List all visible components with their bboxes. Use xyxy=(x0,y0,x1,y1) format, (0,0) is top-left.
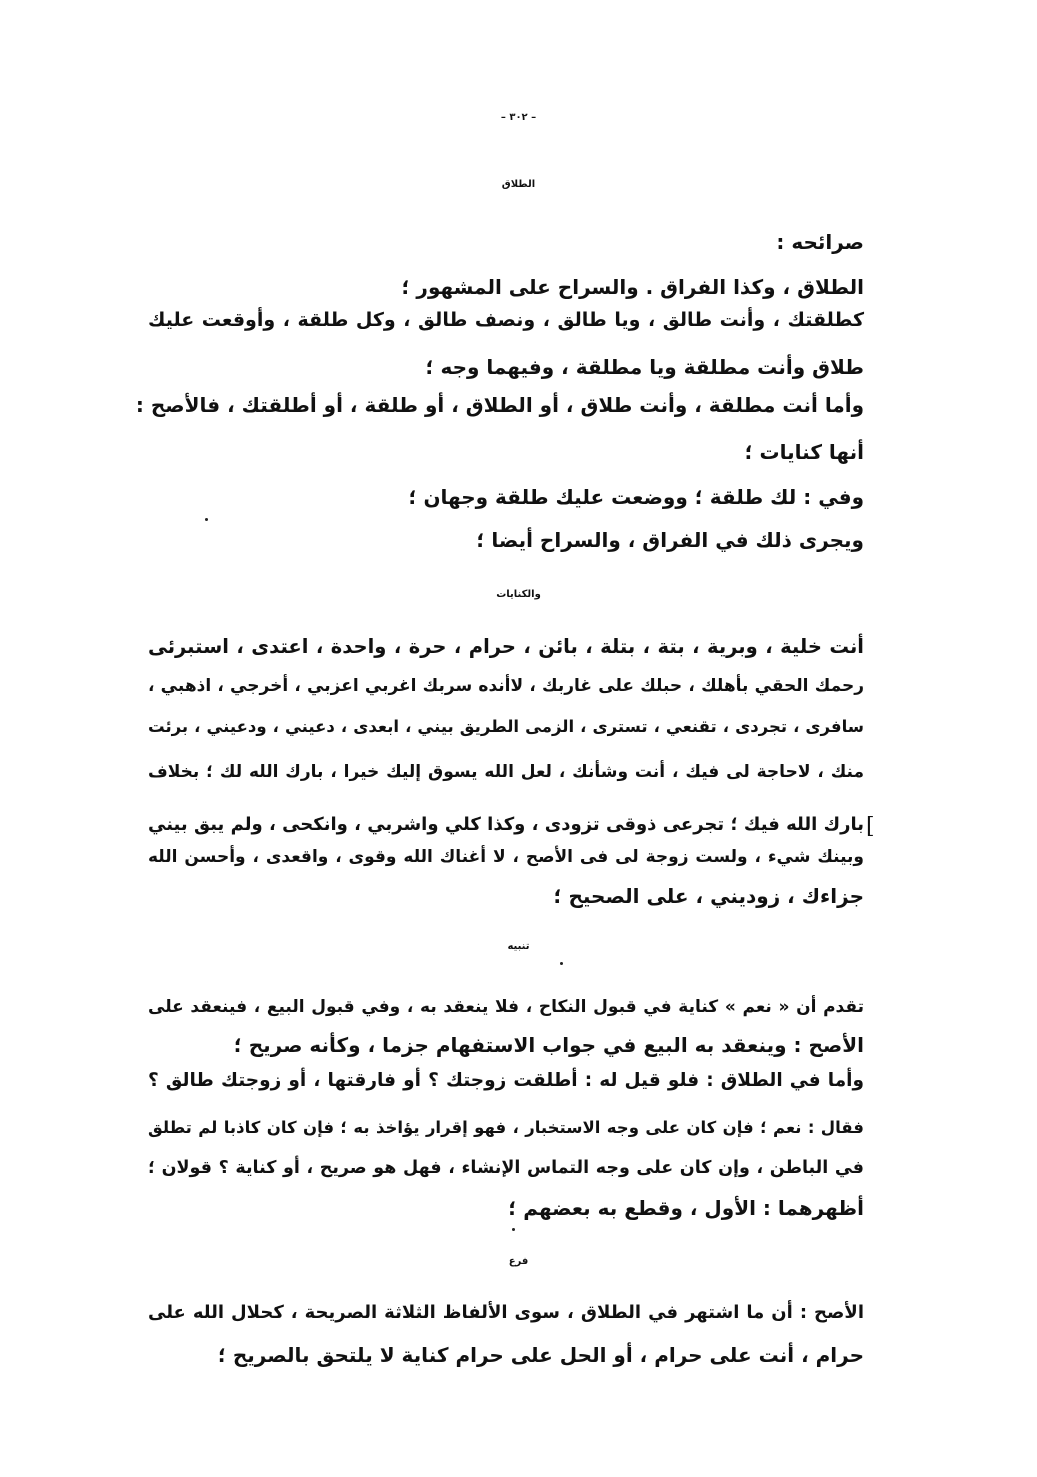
paragraph-line: وأما أنت مطلقة ، وأنت طلاق ، أو الطلاق ، أو طلقة ، أو أطلقتك ، فالأصح : xyxy=(135,393,864,417)
paragraph-line: تقدم أن « نعم » كناية في قبول النكاح ، فلا ينعقد به ، وفي قبول البيع ، فينعقد على xyxy=(148,997,864,1017)
paragraph-line: وفي : لك طلقة ؛ ووضعت عليك طلقة وجهان ؛ xyxy=(408,485,864,509)
paragraph-line: بارك الله فيك ؛ تجرعى ذوقى تزودى ، وكذا كلي واشربي ، وانكحى ، ولم يبق بيني xyxy=(148,814,864,835)
paragraph-line: ويجرى ذلك في الفراق ، والسراح أيضا ؛ xyxy=(476,528,864,552)
section-heading-metonyms: والكنايات xyxy=(496,589,541,600)
paragraph-line: الطلاق ، وكذا الفراق . والسراح على المشهور ؛ xyxy=(401,275,864,299)
paragraph-line: أنت خلية ، وبرية ، بتة ، بتلة ، بائن ، حرام ، حرة ، واحدة ، اعتدى ، استبرئى xyxy=(148,635,864,658)
paragraph-line: كطلقتك ، وأنت طالق ، ويا طالق ، ونصف طالق ، وكل طلقة ، وأوقعت عليك xyxy=(148,309,864,331)
section-label-explicit: صرائحه : xyxy=(776,230,864,254)
page-title: الطلاق xyxy=(501,179,536,190)
print-speck xyxy=(205,518,208,521)
paragraph-line: في الباطن ، وإن كان على وجه التماس الإنشاء ، فهل هو صريح ، أو كناية ؟ قولان ؛ xyxy=(148,1158,864,1178)
paragraph-line: رحمك الحقي بأهلك ، حبلك على غاربك ، لاأنده سربك اغربي اعزبي ، أخرجي ، اذهبي ، xyxy=(148,676,864,696)
paragraph-line: جزاءك ، زوديني ، على الصحيح ؛ xyxy=(553,884,864,908)
paragraph-line: وبينك شيء ، ولست زوجة لى فى الأصح ، لا أغناك الله وقوى ، واقعدى ، وأحسن الله xyxy=(148,847,864,867)
paragraph-line: الأصح : أن ما اشتهر في الطلاق ، سوى الألفاظ الثلاثة الصريحة ، كحلال الله على xyxy=(148,1302,864,1323)
paragraph-line: سافرى ، تجردى ، تقنعي ، تسترى ، الزمى الطريق بيني ، ابعدى ، دعيني ، ودعيني ، برئت xyxy=(148,717,864,736)
print-speck xyxy=(560,962,563,965)
page-number: – ٣٠٢ – xyxy=(500,112,537,123)
paragraph-line: طلاق وأنت مطلقة ويا مطلقة ، وفيهما وجه ؛ xyxy=(425,355,864,379)
section-heading-note: تنبيه xyxy=(507,941,530,952)
paragraph-line: فقال : نعم ؛ فإن كان على وجه الاستخبار ، فهو إقرار يؤاخذ به ؛ فإن كان كاذبا لم تطلق xyxy=(148,1118,864,1137)
section-heading-branch: فرع xyxy=(508,1256,529,1267)
paragraph-line: أظهرهما : الأول ، وقطع به بعضهم ؛ xyxy=(508,1196,864,1220)
paragraph-line: الأصح : وينعقد به البيع في جواب الاستفهام جزما ، وكأنه صريح ؛ xyxy=(233,1033,864,1057)
print-speck xyxy=(512,1228,515,1231)
paragraph-line: حرام ، أنت على حرام ، أو الحل على حرام كناية لا يلتحق بالصريح ؛ xyxy=(217,1343,864,1367)
margin-bracket: [ xyxy=(866,814,875,839)
paragraph-line: وأما في الطلاق : فلو قيل له : أطلقت زوجتك ؟ أو فارقتها ، أو زوجتك طالق ؟ xyxy=(148,1070,864,1091)
paragraph-line: منك ، لاحاجة لى فيك ، أنت وشأنك ، لعل الله يسوق إليك خيرا ، بارك الله لك ؛ بخلاف xyxy=(148,762,864,782)
paragraph-line: أنها كنايات ؛ xyxy=(744,440,864,464)
